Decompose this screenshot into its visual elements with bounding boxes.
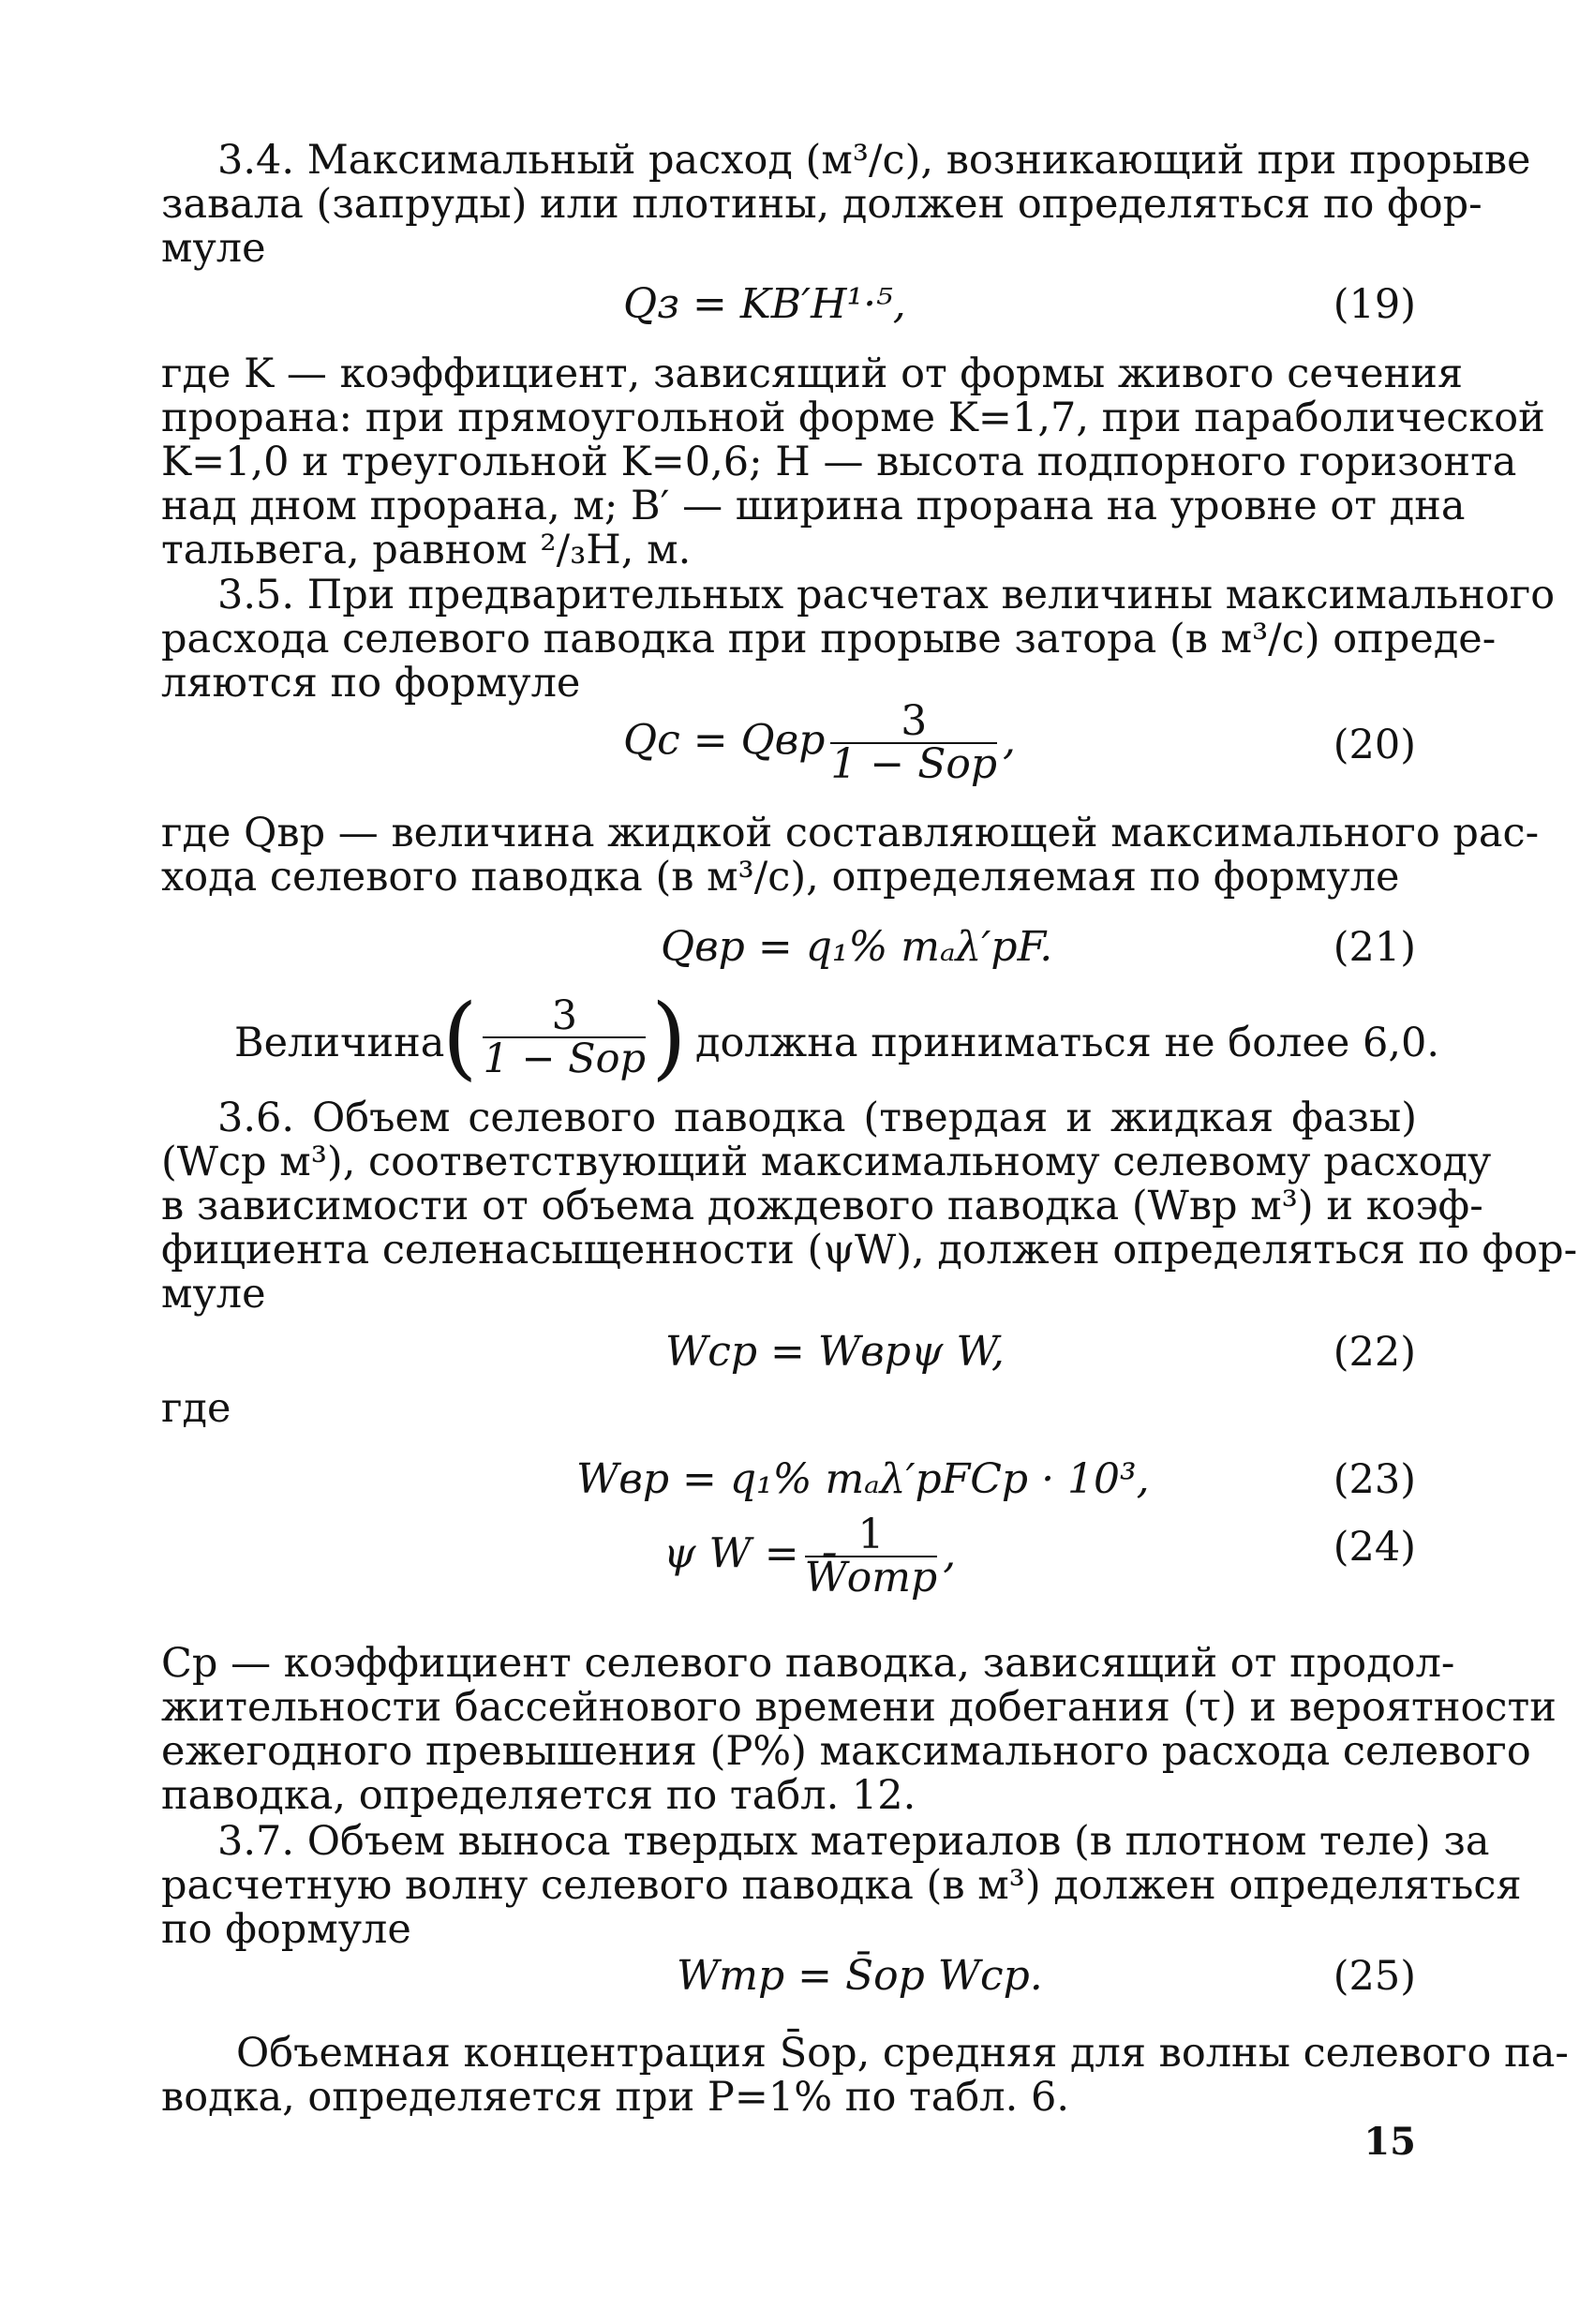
fraction-numerator: 1 [805, 1514, 938, 1557]
text-line: Объемная концентрация S̄ор, средняя для волны селевого па- [236, 2030, 1569, 2077]
text-line: 3.6. Объем селевого паводка (твердая и жидкая фазы) [217, 1095, 1417, 1141]
fraction-numerator: 3 [483, 995, 646, 1038]
fraction [483, 992, 647, 1082]
formula-24-left: ψ W = [663, 1529, 799, 1578]
limit-word: Величина [234, 1020, 445, 1066]
text-line: хода селевого паводка (в м³/с), определяемая по формуле [161, 854, 1400, 901]
page-number: 15 [1363, 2120, 1416, 2164]
text-line: в зависимости от объема дождевого паводка (Wвр м³) и коэф- [161, 1183, 1483, 1229]
paragraph-3-6-definitions [161, 1640, 1557, 1819]
formula-25: Wтр = S̄ор Wср. [677, 1952, 1043, 2000]
text-line: завала (запруды) или плотины, должен определяться по фор- [161, 181, 1482, 228]
paragraph-3-5 [161, 572, 1556, 707]
formula-23: Wвр = q₁% mₐλ′рFCр · 10³, [576, 1455, 1150, 1503]
text-line: ляются по формуле [161, 660, 581, 707]
text-line: 3.7. Объем выноса твердых материалов (в плотном теле) за [217, 1818, 1490, 1865]
paragraph-3-7-note [161, 2030, 1569, 2121]
fraction [804, 1511, 938, 1601]
text-line: где [161, 1385, 231, 1432]
text-line: где K — коэффициент, зависящий от формы живого сечения [161, 350, 1464, 397]
equation-number-21: (21) [1333, 924, 1416, 971]
text-line: расчетную волну селевого паводка (в м³) должен определяться [161, 1862, 1522, 1909]
equation-number-24: (24) [1333, 1524, 1416, 1571]
limit-fraction-group [442, 985, 687, 1090]
formula-20-tail: , [1003, 716, 1017, 765]
formula-24-tail: , [943, 1529, 957, 1578]
text-line: муле [161, 1271, 266, 1318]
fraction-denominator: W̄отр [804, 1554, 938, 1601]
paragraph-3-4 [161, 137, 1531, 272]
formula-22: Wср = Wврψ W, [665, 1328, 1005, 1376]
text-line: муле [161, 225, 266, 272]
text-line: где Qвр — величина жидкой составляющей максимального рас- [161, 810, 1540, 857]
text-line: тальвега, равном ²/₃H, м. [161, 527, 692, 574]
text-line: Cр — коэффициент селевого паводка, зависящий от продол- [161, 1640, 1455, 1687]
where-label [161, 1387, 1417, 1431]
text-line: паводка, определяется по табл. 12. [161, 1772, 916, 1819]
paragraph-3-6 [161, 1095, 1578, 1318]
text-line: над дном прорана, м; B′ — ширина прорана на уровне от дна [161, 483, 1466, 529]
text-line: ежегодного превышения (P%) максимального расхода селевого [161, 1728, 1531, 1775]
paragraph-3-7 [161, 1818, 1522, 1953]
equation-number-23: (23) [1333, 1456, 1416, 1503]
formula-21: Qвр = q₁% mₐλ′рF. [661, 923, 1053, 971]
fraction [830, 697, 998, 788]
formula-20-left: Qс = Qвр [623, 716, 826, 765]
equation-number-25: (25) [1333, 1953, 1416, 2000]
left-paren: ( [442, 985, 478, 1090]
text-line: (Wср м³), соответствующий максимальному селевому расходу [161, 1139, 1492, 1185]
fraction-denominator: 1 − Sор [483, 1035, 647, 1082]
formula-24 [663, 1511, 957, 1601]
equation-number-19: (19) [1333, 281, 1416, 328]
text-line: водка, определяется при P=1% по табл. 6. [161, 2074, 1069, 2121]
equation-number-22: (22) [1333, 1329, 1416, 1376]
text-line: 3.5. При предварительных расчетах величины максимального [217, 572, 1556, 618]
paragraph-3-4-definitions [161, 350, 1545, 574]
limit-statement [161, 985, 1440, 1098]
text-line: 3.4. Максимальный расход (м³/с), возникающий при прорыве [217, 137, 1531, 184]
fraction-denominator: 1 − Sор [830, 740, 998, 788]
equation-number-20: (20) [1333, 722, 1416, 768]
formula-19: Qз = KB′H¹·⁵, [623, 280, 906, 328]
right-paren: ) [651, 985, 687, 1090]
text-line: фициента селенасыщенности (ψW), должен определяться по фор- [161, 1227, 1578, 1274]
text-line: K=1,0 и треугольной K=0,6; H — высота подпорного горизонта [161, 439, 1517, 485]
paragraph-3-5-definitions [161, 810, 1540, 901]
text-line: жительности бассейнового времени добегания (τ) и вероятности [161, 1684, 1557, 1731]
text-line: по формуле [161, 1906, 411, 1953]
fraction-numerator: 3 [830, 701, 997, 744]
limit-tail: должна приниматься не более 6,0. [695, 1020, 1440, 1066]
text-line: прорана: при прямоугольной форме K=1,7, при параболической [161, 395, 1545, 441]
formula-20 [623, 697, 1017, 788]
text-line: расхода селевого паводка при прорыве затора (в м³/с) опреде- [161, 616, 1497, 663]
